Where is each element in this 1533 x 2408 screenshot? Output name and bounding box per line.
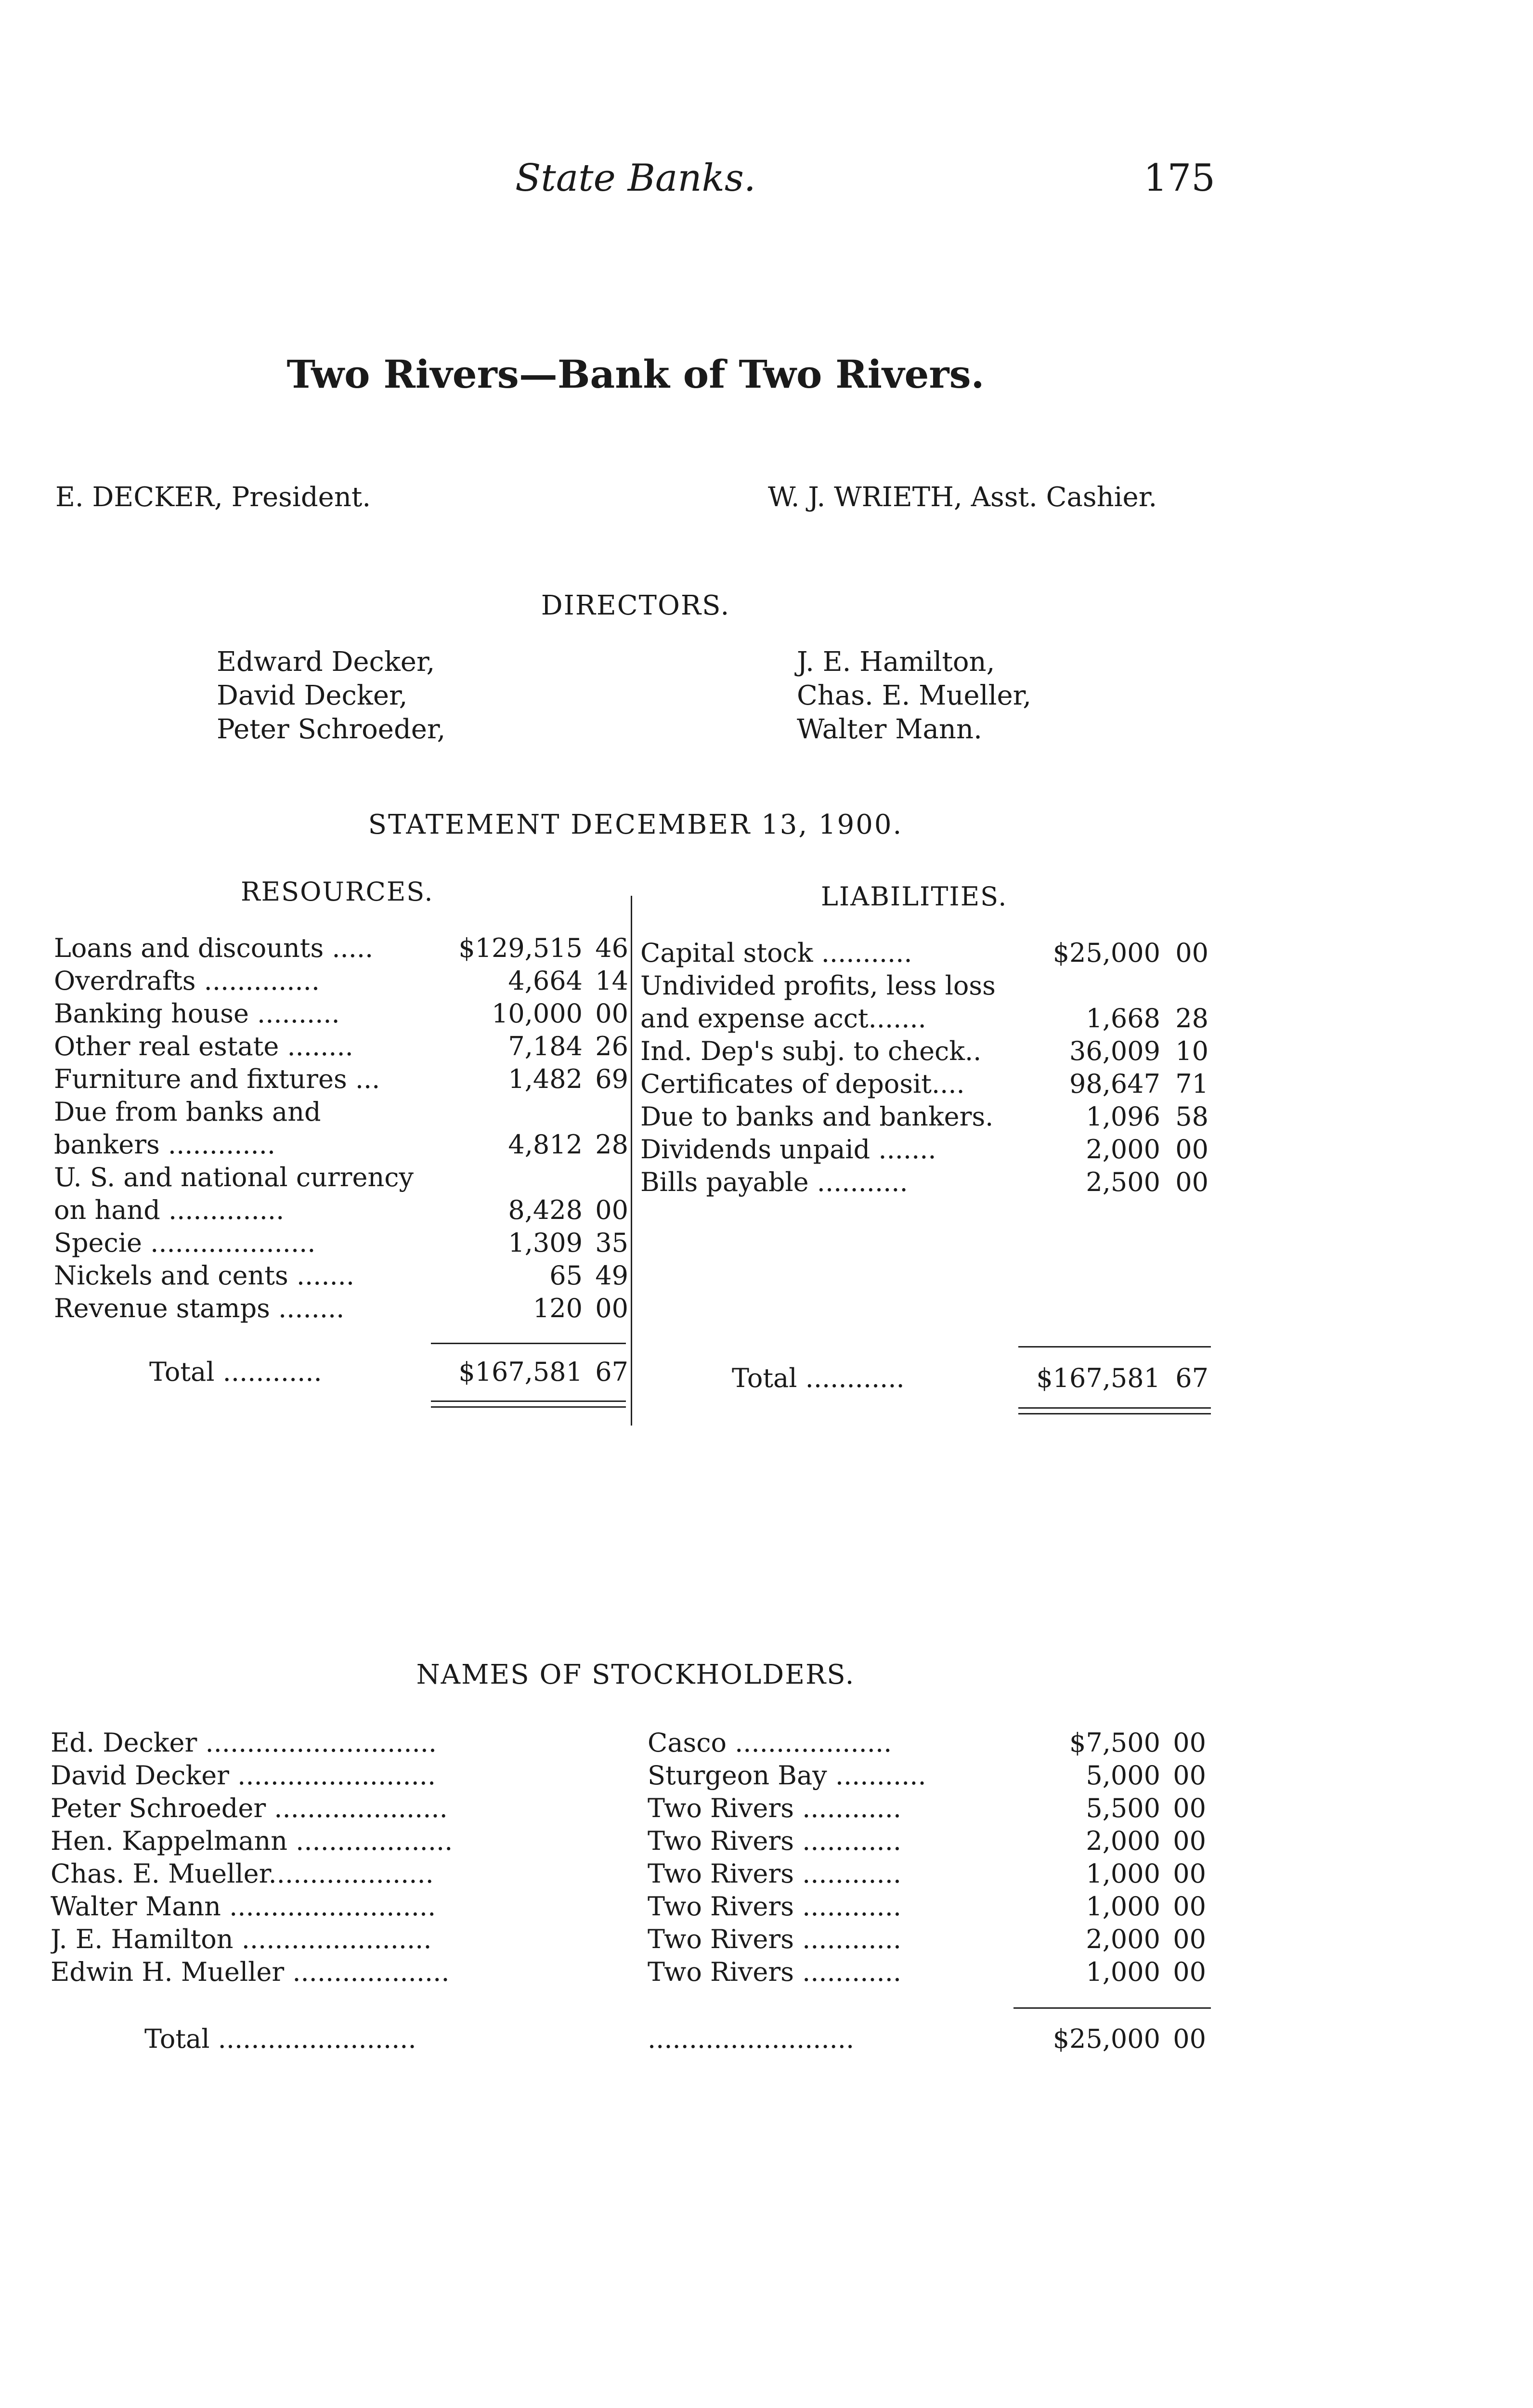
resource-label: Due from banks and (54, 1097, 321, 1127)
resource-cents: 28 (595, 1129, 628, 1160)
liability-cents: 10 (1175, 1036, 1208, 1066)
resource-label: U. S. and national currency (54, 1162, 414, 1192)
liability-row (0, 1035, 1533, 1068)
stockholder-name: Hen. Kappelmann ................... (51, 1826, 453, 1856)
stockholder-place: Two Rivers ............ (648, 1858, 902, 1889)
liability-dollars: 1,096 (1086, 1101, 1160, 1132)
stockholder-name: Chas. E. Mueller.................... (51, 1858, 434, 1889)
liability-row (0, 1133, 1533, 1166)
resource-dollars: 8,428 (508, 1195, 583, 1225)
liability-total-dollars: $167,581 (1036, 1363, 1160, 1393)
stockholder-dollars: 2,000 (1086, 1826, 1160, 1856)
stockholder-dollars: 1,000 (1086, 1858, 1160, 1889)
resource-cents: 46 (595, 933, 628, 963)
statement-heading: STATEMENT DECEMBER 13, 1900. (368, 809, 903, 840)
resource-dollars: 4,664 (508, 966, 583, 996)
stockholder-total-cents: 00 (1173, 2024, 1206, 2054)
liabilities-total-row (0, 1362, 1533, 1395)
stockholder-name: Walter Mann ......................... (51, 1891, 436, 1922)
stockholder-name: Edwin H. Mueller ................... (51, 1957, 450, 1987)
liabilities-double-rule-top (1018, 1407, 1211, 1409)
stockholder-dollars: 2,000 (1086, 1924, 1160, 1954)
resource-label: Furniture and fixtures ... (54, 1064, 380, 1094)
liability-cents: 58 (1175, 1101, 1208, 1132)
stockholder-place: Two Rivers ............ (648, 1924, 902, 1954)
director-name: J. E. Hamilton, (797, 646, 995, 678)
resource-dollars: 4,812 (508, 1129, 583, 1160)
resource-cents: 49 (595, 1260, 628, 1291)
liability-label: Undivided profits, less loss (640, 970, 996, 1001)
stockholders-total-row (0, 2023, 1533, 2055)
liability-row (0, 1068, 1533, 1100)
liability-dollars: 2,500 (1086, 1167, 1160, 1197)
stockholder-name: Ed. Decker ............................ (51, 1727, 437, 1758)
stockholder-name: J. E. Hamilton ....................... (51, 1924, 432, 1954)
stockholder-row (0, 1825, 1533, 1858)
stockholder-dollars: 1,000 (1086, 1957, 1160, 1987)
liabilities-double-rule-bottom (1018, 1413, 1211, 1414)
stockholder-cents: 00 (1173, 1858, 1206, 1889)
resources-heading: RESOURCES. (241, 877, 434, 907)
resource-cents: 14 (595, 966, 628, 996)
director-name: Chas. E. Mueller, (797, 680, 1032, 711)
stockholder-cents: 00 (1173, 1727, 1206, 1758)
resource-cents: 00 (595, 1293, 628, 1323)
resource-label: Overdrafts .............. (54, 966, 320, 996)
liability-dollars: 98,647 (1069, 1069, 1160, 1099)
stockholder-place: Sturgeon Bay ........... (648, 1760, 926, 1791)
liability-label: and expense acct....... (640, 1003, 926, 1034)
resource-dollars: 65 (549, 1260, 583, 1291)
stockholder-name: Peter Schroeder ..................... (51, 1793, 448, 1823)
stockholder-cents: 00 (1173, 1793, 1206, 1823)
stockholder-cents: 00 (1173, 1924, 1206, 1954)
stockholder-place: Two Rivers ............ (648, 1793, 902, 1823)
liabilities-total-rule (1018, 1346, 1211, 1348)
liability-row (0, 969, 1533, 1002)
liability-row (0, 1166, 1533, 1199)
running-header-title: State Banks. (515, 157, 756, 200)
stockholder-dollars: 1,000 (1086, 1891, 1160, 1922)
stockholder-row (0, 1727, 1533, 1759)
liability-dollars: 1,668 (1086, 1003, 1160, 1034)
resource-label: Specie .................... (54, 1228, 316, 1258)
liability-label: Dividends unpaid ....... (640, 1134, 936, 1165)
resource-row (0, 1292, 1533, 1325)
resource-total-dollars: $167,581 (458, 1357, 583, 1387)
resource-cents: 69 (595, 1064, 628, 1094)
bank-title: Two Rivers—Bank of Two Rivers. (286, 352, 985, 397)
stockholder-cents: 00 (1173, 1760, 1206, 1791)
resource-total-label: Total ............ (149, 1357, 322, 1387)
stockholder-cents: 00 (1173, 1891, 1206, 1922)
stockholder-place: Two Rivers ............ (648, 1826, 902, 1856)
resource-cents: 00 (595, 1195, 628, 1225)
resource-row (0, 1194, 1533, 1227)
liability-row (0, 1002, 1533, 1035)
liability-total-label: Total ............ (732, 1363, 905, 1393)
cashier-line: W. J. WRIETH, Asst. Cashier. (768, 482, 1157, 513)
liability-dollars: 36,009 (1069, 1036, 1160, 1066)
resource-dollars: 1,482 (508, 1064, 583, 1094)
director-name: Walter Mann. (797, 714, 982, 745)
liability-cents: 00 (1175, 1167, 1208, 1197)
stockholder-row (0, 1759, 1533, 1792)
stockholder-row (0, 1890, 1533, 1923)
resource-dollars: 10,000 (492, 998, 583, 1029)
liability-cents: 00 (1175, 938, 1208, 968)
stockholders-total-rule (1013, 2007, 1211, 2009)
resource-label: bankers ............. (54, 1129, 276, 1160)
resources-double-rule-top (431, 1400, 626, 1402)
resource-label: on hand .............. (54, 1195, 285, 1225)
stockholder-row (0, 1792, 1533, 1825)
liability-label: Ind. Dep's subj. to check.. (640, 1036, 982, 1066)
directors-heading: DIRECTORS. (541, 590, 730, 621)
directors-left-column (217, 645, 445, 746)
resource-label: Revenue stamps ........ (54, 1293, 345, 1323)
resource-dollars: $129,515 (458, 933, 583, 963)
resource-label: Nickels and cents ....... (54, 1260, 355, 1291)
page-number: 175 (1143, 157, 1215, 200)
liability-row (0, 1100, 1533, 1133)
liability-cents: 00 (1175, 1134, 1208, 1165)
resource-row (0, 1227, 1533, 1259)
liability-cents: 71 (1175, 1069, 1208, 1099)
resource-label: Banking house .......... (54, 998, 340, 1029)
liability-label: Certificates of deposit.... (640, 1069, 965, 1099)
stockholder-place: Casco ................... (648, 1727, 892, 1758)
resource-label: Other real estate ........ (54, 1031, 353, 1061)
resource-cents: 26 (595, 1031, 628, 1061)
stockholder-cents: 00 (1173, 1826, 1206, 1856)
resources-double-rule-bottom (431, 1406, 626, 1408)
stockholder-row (0, 1923, 1533, 1956)
resource-row (0, 1259, 1533, 1292)
stockholder-place: Two Rivers ............ (648, 1891, 902, 1922)
stockholders-heading: NAMES OF STOCKHOLDERS. (416, 1659, 855, 1690)
resource-cents: 35 (595, 1228, 628, 1258)
resource-label: Loans and discounts ..... (54, 933, 374, 963)
resource-cents: 00 (595, 998, 628, 1029)
liability-row (0, 937, 1533, 969)
stockholder-place: Two Rivers ............ (648, 1957, 902, 1987)
stockholder-row (0, 1858, 1533, 1890)
resource-dollars: 120 (533, 1293, 583, 1323)
stockholder-total-leader: ......................... (648, 2024, 855, 2054)
liability-total-cents: 67 (1175, 1363, 1208, 1393)
resources-total-rule (431, 1343, 626, 1344)
liabilities-heading: LIABILITIES. (821, 881, 1008, 912)
stockholder-dollars: $7,500 (1069, 1727, 1160, 1758)
resource-dollars: 7,184 (508, 1031, 583, 1061)
director-name: David Decker, (217, 680, 408, 711)
liability-dollars: 2,000 (1086, 1134, 1160, 1165)
liability-label: Bills payable ........... (640, 1167, 908, 1197)
resource-total-cents: 67 (595, 1357, 628, 1387)
liability-cents: 28 (1175, 1003, 1208, 1034)
directors-right-column (797, 645, 1031, 746)
stockholder-dollars: 5,000 (1086, 1760, 1160, 1791)
president-line: E. DECKER, President. (55, 482, 371, 513)
stockholder-dollars: 5,500 (1086, 1793, 1160, 1823)
liability-label: Due to banks and bankers. (640, 1101, 994, 1132)
liability-dollars: $25,000 (1052, 938, 1160, 968)
stockholder-total-label: Total ........................ (144, 2024, 416, 2054)
stockholder-row (0, 1956, 1533, 1989)
resource-dollars: 1,309 (508, 1228, 583, 1258)
director-name: Edward Decker, (217, 646, 435, 678)
stockholder-cents: 00 (1173, 1957, 1206, 1987)
stockholder-total-dollars: $25,000 (1052, 2024, 1160, 2054)
stockholder-name: David Decker ........................ (51, 1760, 436, 1791)
director-name: Peter Schroeder, (217, 714, 446, 745)
liability-label: Capital stock ........... (640, 938, 912, 968)
